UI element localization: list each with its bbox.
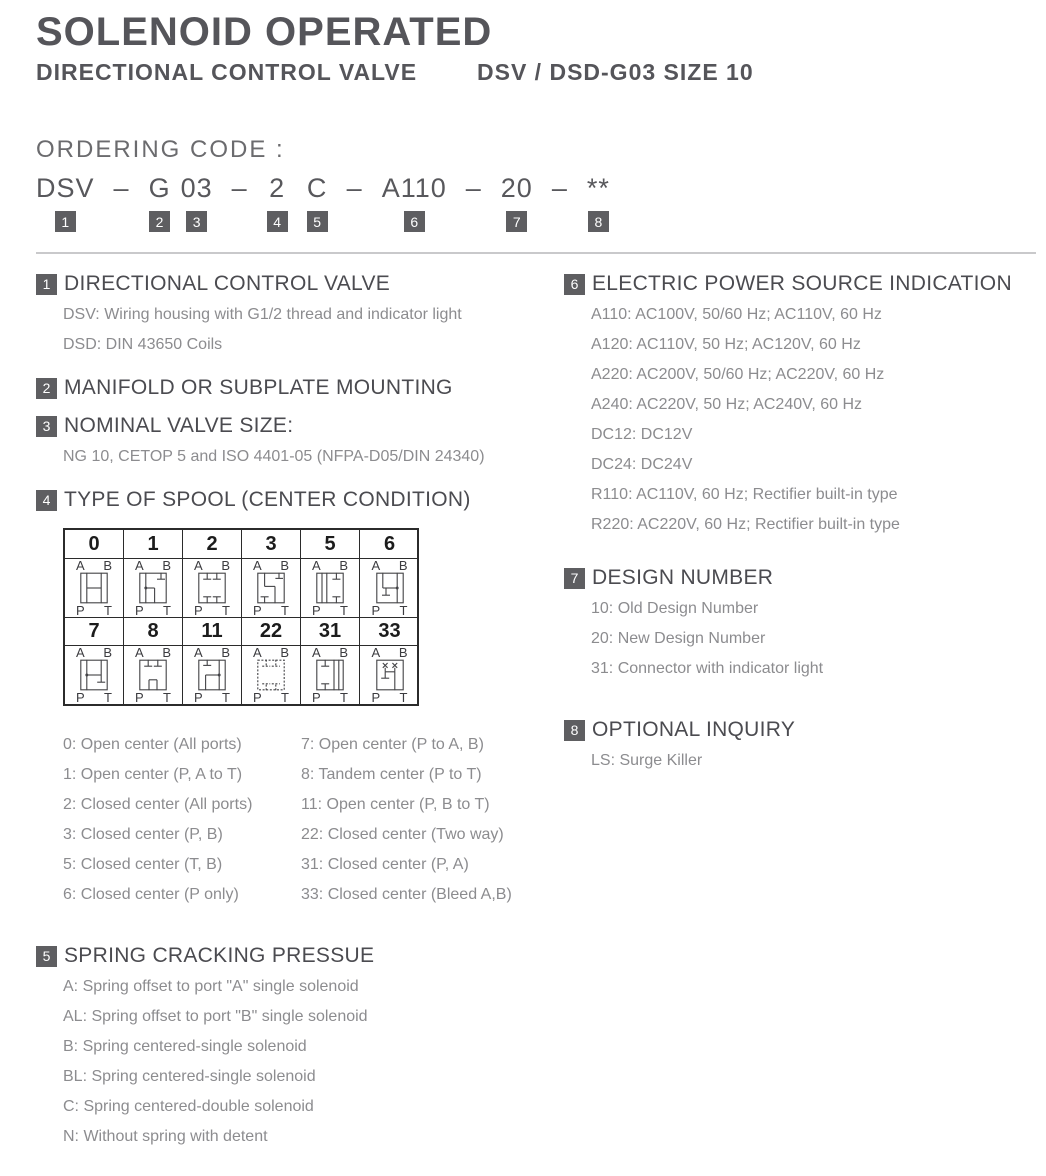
section-title: OPTIONAL INQUIRY: [592, 718, 796, 741]
spool-symbol-open-center-p-to-a-b-icon: [79, 659, 109, 691]
code-token: DSV: [36, 173, 95, 203]
section-number-badge: 2: [36, 378, 57, 399]
port-label-p: P: [76, 603, 85, 618]
code-segment: [307, 174, 328, 232]
legend-item: 11: Open center (P, B to T): [301, 796, 490, 813]
port-label-b: B: [103, 558, 112, 573]
section-item: 20: New Design Number: [591, 630, 766, 647]
port-label-b: B: [221, 558, 230, 573]
port-label-a: A: [312, 645, 321, 660]
port-label-p: P: [371, 603, 381, 618]
spool-cell-8: [124, 617, 183, 704]
section-6-heading: [564, 272, 1038, 296]
code-token: 2: [269, 173, 286, 203]
section-3-heading: [36, 414, 564, 438]
section-number-badge: 7: [564, 568, 585, 589]
code-dash: –: [465, 173, 482, 203]
spool-symbol-open-center-all-ports-icon: [79, 572, 109, 604]
ref-badge-5: 5: [307, 211, 328, 232]
port-label-t: T: [281, 690, 289, 705]
section-6-items: [591, 300, 1038, 540]
section-item: 31: Connector with indicator light: [591, 660, 824, 677]
section-item: BL: Spring centered-single solenoid: [63, 1068, 316, 1085]
spool-number: 6: [360, 530, 419, 559]
section-item: LS: Surge Killer: [591, 752, 703, 769]
model-code: DSV / DSD-G03 SIZE 10: [477, 59, 754, 85]
port-label-p: P: [312, 603, 321, 618]
spool-number: 0: [65, 530, 123, 559]
port-label-b: B: [398, 558, 408, 573]
code-dash: –: [231, 173, 248, 203]
code-token: **: [586, 173, 610, 203]
port-label-p: P: [135, 603, 144, 618]
spool-number: 3: [242, 530, 300, 559]
page-title: SOLENOID OPERATED: [36, 10, 493, 54]
spool-number: 2: [183, 530, 241, 559]
port-label-a: A: [253, 558, 262, 573]
port-label-t: T: [104, 690, 112, 705]
section-number-badge: 8: [564, 720, 585, 741]
code-segment: [114, 174, 130, 202]
ref-badge-8: 8: [588, 211, 609, 232]
spool-symbol-open-center-p-b-to-t-icon: [197, 659, 227, 691]
legend-item: 0: Open center (All ports): [63, 736, 242, 753]
section-item: A240: AC220V, 50 Hz; AC240V, 60 Hz: [591, 396, 863, 413]
section-item: DC24: DC24V: [591, 456, 693, 473]
code-token: 03: [180, 173, 213, 203]
section-title: DIRECTIONAL CONTROL VALVE: [64, 272, 391, 295]
section-number-badge: 3: [36, 416, 57, 437]
code-segment: [347, 174, 363, 202]
port-label-p: P: [135, 690, 144, 705]
code-token: C: [306, 173, 328, 203]
code-dash: –: [113, 173, 130, 203]
right-column: [564, 272, 1038, 1152]
spool-symbol-open-center-p-a-to-t-icon: [138, 572, 168, 604]
section-5-items: [63, 972, 564, 1152]
port-label-t: T: [222, 603, 230, 618]
code-dash: –: [346, 173, 363, 203]
section-item: N: Without spring with detent: [63, 1128, 268, 1145]
port-label-t: T: [163, 690, 171, 705]
port-label-t: T: [340, 690, 348, 705]
spool-number: 1: [124, 530, 182, 559]
spool-symbol-closed-center-two-way-icon: [256, 659, 286, 691]
legend-item: 22: Closed center (Two way): [301, 826, 504, 843]
section-item: A120: AC110V, 50 Hz; AC120V, 60 Hz: [591, 336, 861, 353]
content-columns: [36, 272, 1038, 1152]
spool-number: 8: [124, 617, 182, 646]
code-segment: [466, 174, 482, 202]
spool-legend: [63, 730, 564, 910]
code-segment: [149, 174, 171, 232]
code-segment: [552, 174, 568, 202]
port-label-p: P: [312, 690, 321, 705]
section-title: SPRING CRACKING PRESSUE: [64, 944, 375, 967]
section-item: A220: AC200V, 50/60 Hz; AC220V, 60 Hz: [591, 366, 885, 383]
port-label-p: P: [194, 603, 203, 618]
legend-item: 7: Open center (P to A, B): [301, 736, 484, 753]
spool-cell-31: [301, 617, 360, 704]
spool-symbol-closed-center-p-only-icon: [375, 572, 405, 604]
section-4-heading: [36, 488, 564, 512]
spool-symbol-closed-center-bleed-a-b-icon: [375, 659, 405, 691]
port-label-a: A: [135, 558, 144, 573]
port-label-p: P: [76, 690, 85, 705]
code-segment: [382, 174, 447, 232]
legend-item: 6: Closed center (P only): [63, 886, 239, 903]
spool-type-table: [63, 528, 419, 706]
spool-number: 22: [242, 617, 300, 646]
legend-item: 5: Closed center (T, B): [63, 856, 223, 873]
code-segment: [36, 174, 95, 232]
port-label-t: T: [340, 603, 348, 618]
ordering-code-row: [36, 174, 1038, 232]
spool-symbol-closed-center-t-b-icon: [315, 572, 345, 604]
port-label-a: A: [371, 645, 381, 660]
port-label-b: B: [162, 558, 171, 573]
port-label-b: B: [162, 645, 171, 660]
section-item: AL: Spring offset to port "B" single solenoid: [63, 1008, 368, 1025]
section-item: DC12: DC12V: [591, 426, 693, 443]
code-token: A110: [381, 173, 447, 203]
spool-cell-7: [65, 617, 124, 704]
section-8-heading: [564, 718, 1038, 742]
port-label-b: B: [339, 645, 348, 660]
spool-symbol-closed-center-all-ports-icon: [197, 572, 227, 604]
section-item: R220: AC220V, 60 Hz; Rectifier built-in type: [591, 516, 900, 533]
section-item: A110: AC100V, 50/60 Hz; AC110V, 60 Hz: [591, 306, 882, 323]
spool-cell-33: [360, 617, 419, 704]
port-label-a: A: [194, 645, 203, 660]
section-item: 10: Old Design Number: [591, 600, 759, 617]
spool-cell-22: [242, 617, 301, 704]
port-label-p: P: [253, 603, 262, 618]
code-segment: [501, 174, 533, 232]
ref-badge-7: 7: [506, 211, 527, 232]
spool-number: 7: [65, 617, 123, 646]
section-title: ELECTRIC POWER SOURCE INDICATION: [592, 272, 1012, 295]
page-subtitle-row: [36, 59, 1038, 86]
left-column: [36, 272, 564, 1152]
ref-badge-1: 1: [55, 211, 76, 232]
code-token: 20: [500, 173, 533, 203]
legend-item: 8: Tandem center (P to T): [301, 766, 482, 783]
spool-cell-11: [183, 617, 242, 704]
section-8-items: [591, 746, 1038, 776]
spool-number: 31: [301, 617, 359, 646]
port-label-b: B: [280, 645, 289, 660]
port-label-b: B: [339, 558, 348, 573]
section-item: A: Spring offset to port "A" single solenoid: [63, 978, 359, 995]
port-label-t: T: [399, 603, 408, 618]
section-1-items: [63, 300, 564, 360]
legend-item: 3: Closed center (P, B): [63, 826, 223, 843]
spool-table-row-1: [65, 530, 417, 617]
spool-table-row-2: [65, 617, 417, 704]
spool-number: 33: [360, 617, 419, 646]
port-label-a: A: [312, 558, 321, 573]
spool-cell-3: [242, 530, 301, 617]
spool-symbol-closed-center-p-b-icon: [256, 572, 286, 604]
port-label-a: A: [253, 645, 262, 660]
section-item: DSV: Wiring housing with G1/2 thread and indicator light: [63, 306, 462, 323]
section-item: B: Spring centered-single solenoid: [63, 1038, 307, 1055]
legend-item: 2: Closed center (All ports): [63, 796, 253, 813]
port-label-p: P: [253, 690, 262, 705]
section-item: NG 10, CETOP 5 and ISO 4401-05 (NFPA-D05/DIN 24340): [63, 448, 485, 465]
section-7-items: [591, 594, 1038, 684]
spool-symbol-closed-center-p-a-icon: [315, 659, 345, 691]
ref-badge-6: 6: [404, 211, 425, 232]
port-label-a: A: [194, 558, 203, 573]
code-segment: [181, 174, 213, 232]
section-7-heading: [564, 566, 1038, 590]
port-label-t: T: [163, 603, 171, 618]
port-label-a: A: [371, 558, 381, 573]
ref-badge-2: 2: [149, 211, 170, 232]
legend-item: 1: Open center (P, A to T): [63, 766, 243, 783]
spool-number: 5: [301, 530, 359, 559]
spool-cell-1: [124, 530, 183, 617]
ref-badge-3: 3: [186, 211, 207, 232]
port-label-a: A: [76, 558, 85, 573]
section-title: TYPE OF SPOOL (CENTER CONDITION): [64, 488, 471, 511]
section-number-badge: 6: [564, 274, 585, 295]
section-2-heading: [36, 376, 564, 400]
port-label-a: A: [135, 645, 144, 660]
port-label-a: A: [76, 645, 85, 660]
section-number-badge: 5: [36, 946, 57, 967]
port-label-b: B: [280, 558, 289, 573]
ordering-code-label: ORDERING CODE :: [36, 136, 285, 163]
section-title: DESIGN NUMBER: [592, 566, 774, 589]
port-label-b: B: [221, 645, 230, 660]
section-title: MANIFOLD OR SUBPLATE MOUNTING: [64, 376, 453, 399]
code-segment: [587, 174, 610, 232]
ref-badge-4: 4: [267, 211, 288, 232]
code-token: G: [148, 173, 171, 203]
port-label-b: B: [103, 645, 112, 660]
section-number-badge: 4: [36, 490, 57, 511]
port-label-t: T: [281, 603, 289, 618]
port-label-b: B: [398, 645, 408, 660]
port-label-t: T: [222, 690, 230, 705]
code-segment: [232, 174, 248, 202]
section-3-items: [63, 442, 564, 472]
port-label-t: T: [399, 690, 408, 705]
spool-cell-0: [65, 530, 124, 617]
legend-item: 33: Closed center (Bleed A,B): [301, 886, 512, 903]
page-subtitle: DIRECTIONAL CONTROL VALVE: [36, 59, 418, 85]
port-label-p: P: [194, 690, 203, 705]
section-1-heading: [36, 272, 564, 296]
spool-cell-2: [183, 530, 242, 617]
divider: [36, 252, 1036, 254]
port-label-t: T: [104, 603, 112, 618]
spool-cell-5: [301, 530, 360, 617]
legend-item: 31: Closed center (P, A): [301, 856, 469, 873]
section-number-badge: 1: [36, 274, 57, 295]
spool-number: 11: [183, 617, 241, 646]
section-5-heading: [36, 944, 564, 968]
section-title: NOMINAL VALVE SIZE:: [64, 414, 294, 437]
code-dash: –: [551, 173, 568, 203]
port-label-p: P: [371, 690, 381, 705]
section-item: R110: AC110V, 60 Hz; Rectifier built-in type: [591, 486, 898, 503]
section-item: DSD: DIN 43650 Coils: [63, 336, 223, 353]
section-item: C: Spring centered-double solenoid: [63, 1098, 314, 1115]
spool-symbol-tandem-center-p-to-t-icon: [138, 659, 168, 691]
spool-cell-6: [360, 530, 419, 617]
code-segment: [267, 174, 288, 232]
